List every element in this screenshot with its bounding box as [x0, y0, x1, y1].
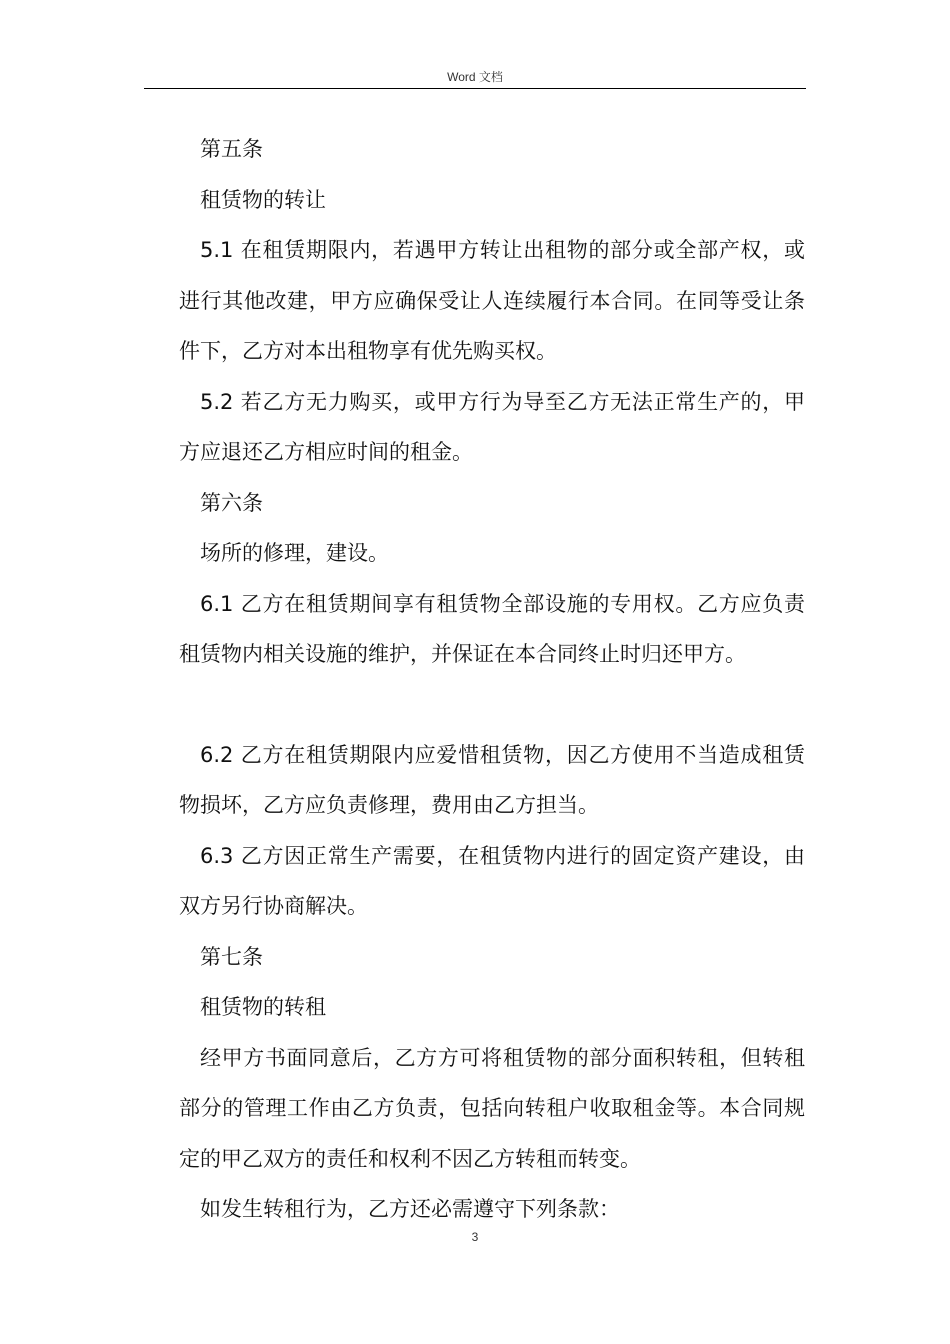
clause-paragraph: 经甲方书面同意后，乙方方可将租赁物的部分面积转租，但转租部分的管理工作由乙方负责，包括向转租户收取租金等。本合同规定的甲乙双方的责任和权利不因乙方转租而转变。: [179, 1045, 805, 1171]
clause-paragraph: 5.1 在租赁期限内，若遇甲方转让出租物的部分或全部产权，或进行其他改建，甲方应确保受让人连续履行本合同。在同等受让条件下，乙方对本出租物享有优先购买权。: [179, 238, 805, 363]
page-header-title: Word 文档: [447, 70, 503, 84]
article-heading: 第六条: [200, 490, 263, 515]
header-divider: [144, 88, 806, 89]
article-heading: 第五条: [200, 137, 263, 161]
document-body: [179, 124, 805, 1235]
clause-paragraph: 5.2 若乙方无力购买，或甲方行为导至乙方无法正常生产的，甲方应退还乙方相应时间的租金。: [179, 389, 805, 464]
article-subject: 租赁物的转让: [200, 187, 326, 212]
clause-paragraph: 如发生转租行为，乙方还必需遵守下列条款：: [200, 1197, 620, 1221]
article-subject: 场所的修理，建设。: [200, 541, 389, 565]
page-number: 3: [471, 1230, 479, 1244]
clause-paragraph: 6.1 乙方在租赁期间享有租赁物全部设施的专用权。乙方应负责租赁物内相关设施的维护，并保证在本合同终止时归还甲方。: [179, 591, 805, 666]
article-heading: 第七条: [200, 944, 263, 969]
clause-paragraph: 6.2 乙方在租赁期限内应爱惜租赁物，因乙方使用不当造成租赁物损坏，乙方应负责修理，费用由乙方担当。: [179, 742, 805, 817]
clause-paragraph: 6.3 乙方因正常生产需要，在租赁物内进行的固定资产建设，由双方另行协商解决。: [179, 843, 805, 918]
article-subject: 租赁物的转租: [200, 995, 326, 1019]
blank-line: [179, 680, 805, 730]
